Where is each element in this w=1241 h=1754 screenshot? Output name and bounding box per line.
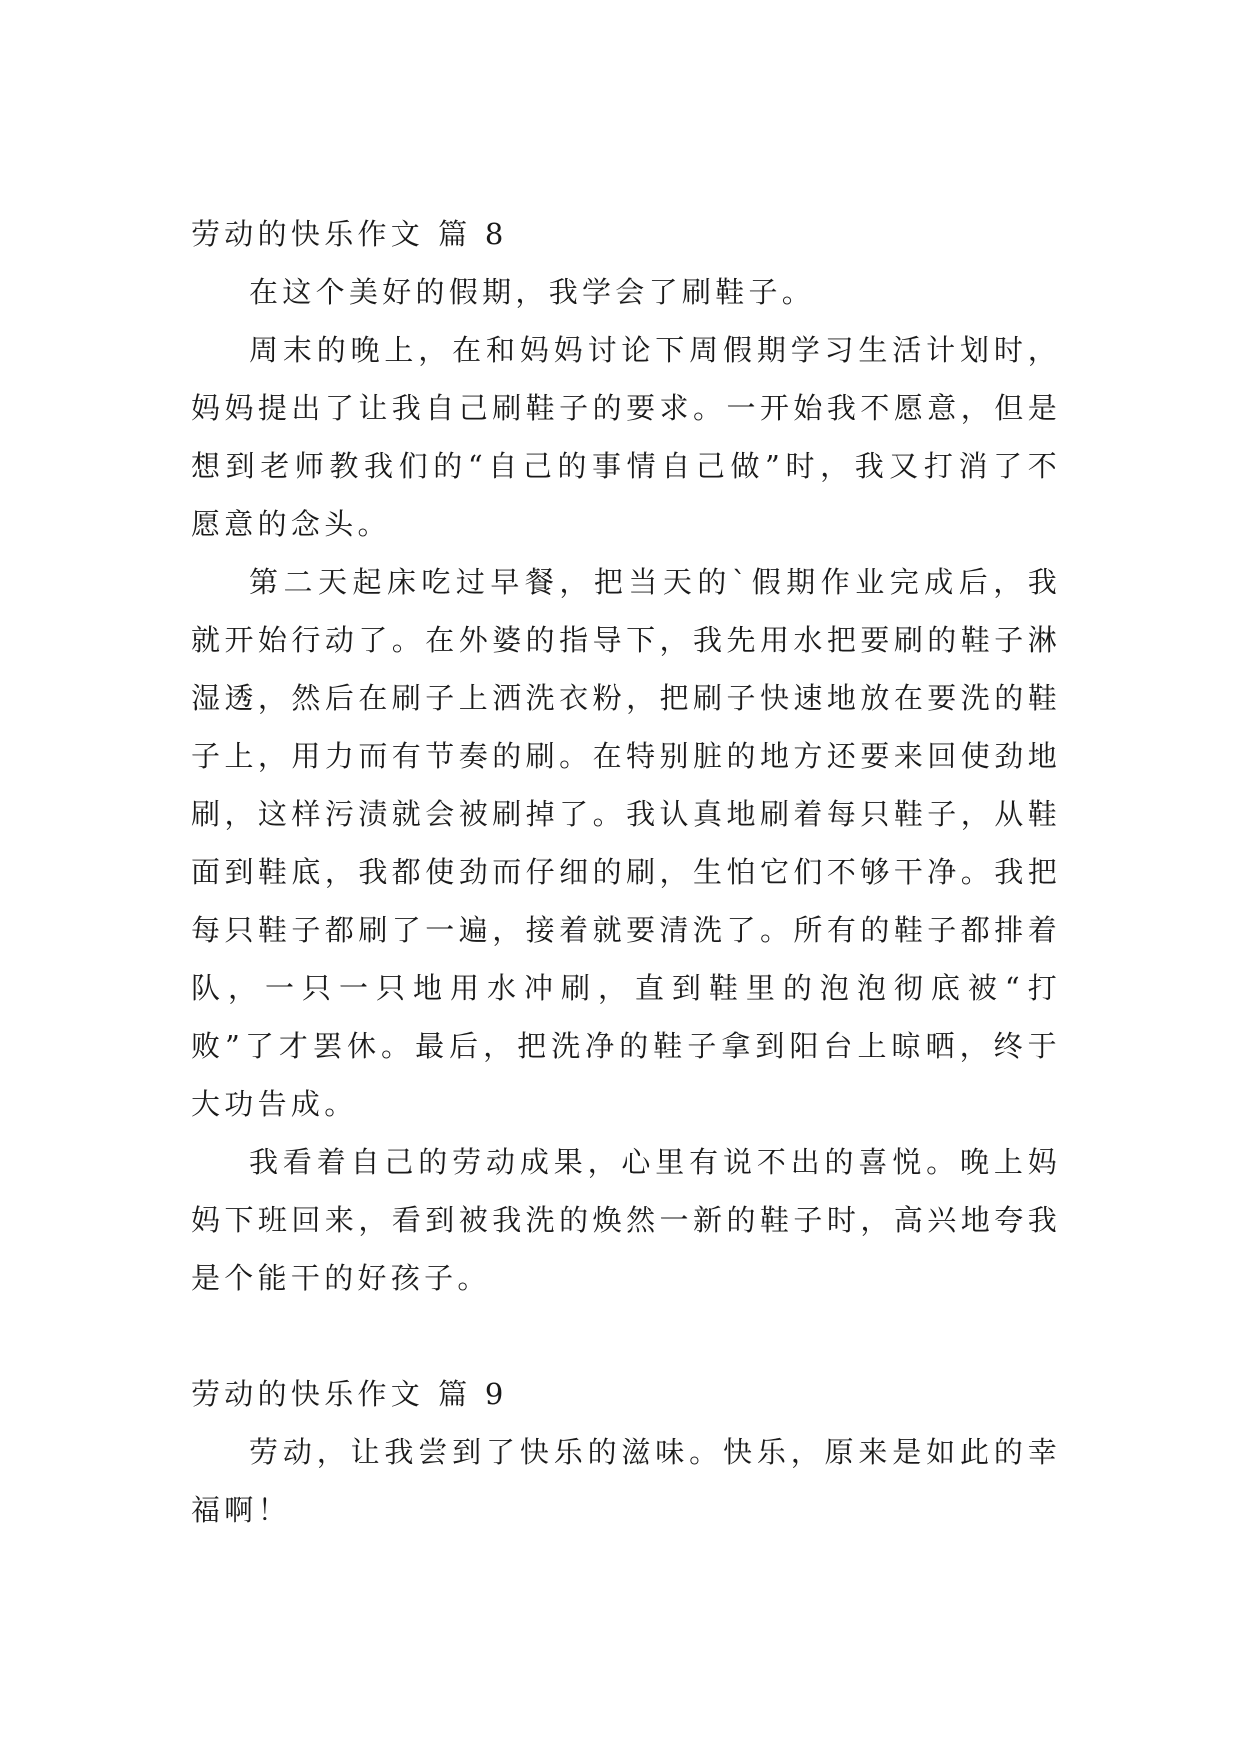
- paragraph: 周末的晚上，在和妈妈讨论下周假期学习生活计划时，妈妈提出了让我自己刷鞋子的要求。一开始我不愿意，但是想到老师教我们的“自己的事情自己做”时，我又打消了不愿意的念头。: [191, 333, 1061, 541]
- section-title: [191, 1365, 1061, 1423]
- section-number: 篇 8: [438, 217, 508, 251]
- essay-section-8: [191, 205, 1061, 1307]
- section-title: [191, 205, 1061, 263]
- paragraph: 劳动，让我尝到了快乐的滋味。快乐，原来是如此的幸福啊！: [191, 1435, 1061, 1527]
- section-title-text: 劳动的快乐作文: [191, 1377, 425, 1411]
- section-title-text: 劳动的快乐作文: [191, 217, 425, 251]
- section-number: 篇 9: [438, 1377, 508, 1411]
- document-body: [191, 205, 1061, 1539]
- paragraph: 在这个美好的假期，我学会了刷鞋子。: [249, 275, 816, 309]
- paragraph: 第二天起床吃过早餐，把当天的`假期作业完成后，我就开始行动了。在外婆的指导下，我先用水把要刷的鞋子淋湿透，然后在刷子上洒洗衣粉，把刷子快速地放在要洗的鞋子上，用力而有节奏的刷。在特别脏的地方还要来回使劲地刷，这样污渍就会被刷掉了。我认真地刷着每只鞋子，从鞋面到鞋底，我都使劲而仔细的刷，生怕它们不够干净。我把每只鞋子都刷了一遍，接着就要清洗了。所有的鞋子都排着队，一只一只地用水冲刷，直到鞋里的泡泡彻底被“打败”了才罢休。最后，把洗净的鞋子拿到阳台上晾晒，终于大功告成。: [191, 565, 1061, 1121]
- essay-section-9: [191, 1365, 1061, 1539]
- section-spacer: [191, 1307, 1061, 1365]
- paragraph: 我看着自己的劳动成果，心里有说不出的喜悦。晚上妈妈下班回来，看到被我洗的焕然一新的鞋子时，高兴地夸我是个能干的好孩子。: [191, 1145, 1061, 1295]
